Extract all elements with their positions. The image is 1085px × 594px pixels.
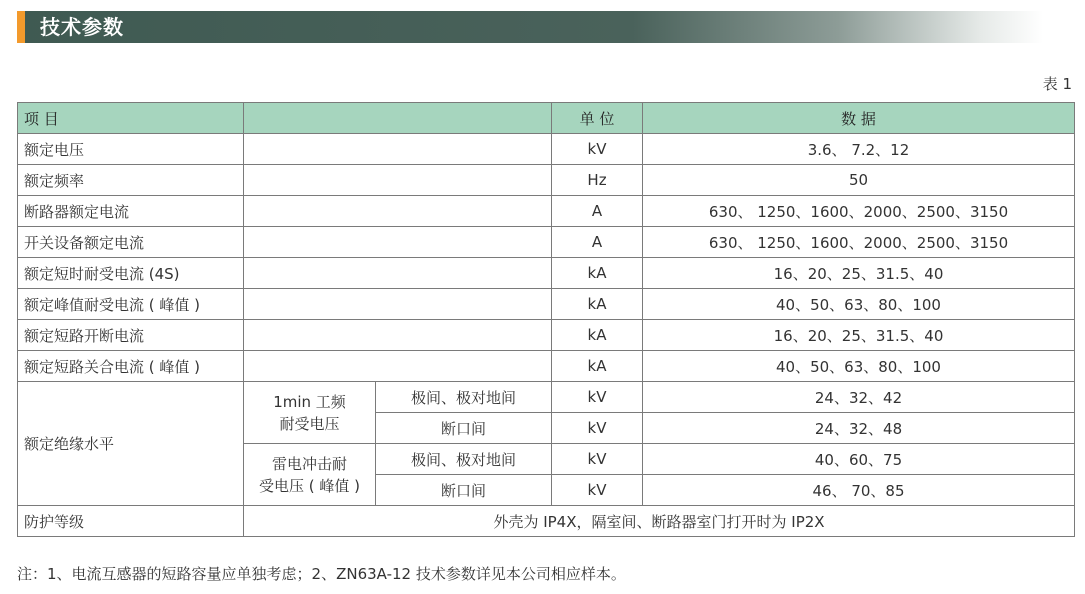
insulation-item: 额定绝缘水平 <box>18 382 244 506</box>
freq-withstand-label <box>244 382 376 444</box>
row-item: 开关设备额定电流 <box>18 227 244 258</box>
section-title-bar <box>17 11 1043 43</box>
table-caption: 表 1 <box>1042 75 1072 93</box>
row-item: 额定短路关合电流 ( 峰值 ) <box>18 351 244 382</box>
row-item: 断路器额定电流 <box>18 196 244 227</box>
impulse-phase-value: 40、60、75 <box>643 444 1075 475</box>
table-row <box>18 134 1075 165</box>
row-blank <box>244 258 552 289</box>
row-unit: A <box>552 196 643 227</box>
row-blank <box>244 134 552 165</box>
row-item: 额定短时耐受电流 (4S) <box>18 258 244 289</box>
protection-value: 外壳为 IP4X，隔室间、断路器室门打开时为 IP2X <box>244 506 1075 537</box>
title-accent-mark <box>17 11 25 43</box>
row-item: 额定频率 <box>18 165 244 196</box>
impulse-gap-value: 46、 70、85 <box>643 475 1075 506</box>
freq-phase-label: 极间、极对地间 <box>376 382 552 413</box>
table-row <box>18 289 1075 320</box>
row-item: 额定电压 <box>18 134 244 165</box>
row-unit: kV <box>552 134 643 165</box>
table-row <box>18 196 1075 227</box>
row-blank <box>244 196 552 227</box>
table-row <box>18 351 1075 382</box>
row-unit: Hz <box>552 165 643 196</box>
row-item: 额定短路开断电流 <box>18 320 244 351</box>
impulse-label-line2: 受电压 ( 峰值 ) <box>258 476 360 495</box>
row-unit: kA <box>552 351 643 382</box>
impulse-phase-label: 极间、极对地间 <box>376 444 552 475</box>
protection-item: 防护等级 <box>18 506 244 537</box>
row-value: 50 <box>643 165 1075 196</box>
header-unit: 单 位 <box>552 103 643 134</box>
freq-phase-unit: kV <box>552 382 643 413</box>
spec-table <box>17 102 1075 537</box>
impulse-gap-unit: kV <box>552 475 643 506</box>
freq-label-line1: 1min 工频 <box>273 392 346 411</box>
freq-label-line2: 耐受电压 <box>279 414 340 433</box>
row-blank <box>244 227 552 258</box>
table-row <box>18 506 1075 537</box>
row-value: 16、20、25、31.5、40 <box>643 320 1075 351</box>
impulse-phase-unit: kV <box>552 444 643 475</box>
row-value: 3.6、 7.2、12 <box>643 134 1075 165</box>
row-item: 额定峰值耐受电流 ( 峰值 ) <box>18 289 244 320</box>
table-row <box>18 227 1075 258</box>
row-blank <box>244 320 552 351</box>
table-header-row <box>18 103 1075 134</box>
row-unit: A <box>552 227 643 258</box>
table-row <box>18 165 1075 196</box>
row-unit: kA <box>552 320 643 351</box>
table-row <box>18 258 1075 289</box>
freq-phase-value: 24、32、42 <box>643 382 1075 413</box>
row-value: 40、50、63、80、100 <box>643 351 1075 382</box>
row-blank <box>244 351 552 382</box>
row-value: 40、50、63、80、100 <box>643 289 1075 320</box>
row-blank <box>244 289 552 320</box>
row-value: 630、 1250、1600、2000、2500、3150 <box>643 196 1075 227</box>
impulse-withstand-label <box>244 444 376 506</box>
row-value: 630、 1250、1600、2000、2500、3150 <box>643 227 1075 258</box>
freq-gap-unit: kV <box>552 413 643 444</box>
section-title: 技术参数 <box>40 15 124 39</box>
header-data: 数 据 <box>643 103 1075 134</box>
impulse-label-line1: 雷电冲击耐 <box>271 454 347 473</box>
row-unit: kA <box>552 289 643 320</box>
header-blank <box>244 103 552 134</box>
row-value: 16、20、25、31.5、40 <box>643 258 1075 289</box>
footnote: 注：1、电流互感器的短路容量应单独考虑；2、ZN63A-12 技术参数详见本公司相应样本。 <box>17 565 626 583</box>
row-unit: kA <box>552 258 643 289</box>
table-row <box>18 320 1075 351</box>
header-item: 项 目 <box>18 103 244 134</box>
freq-gap-label: 断口间 <box>376 413 552 444</box>
row-blank <box>244 165 552 196</box>
table-row <box>18 382 1075 413</box>
impulse-gap-label: 断口间 <box>376 475 552 506</box>
freq-gap-value: 24、32、48 <box>643 413 1075 444</box>
